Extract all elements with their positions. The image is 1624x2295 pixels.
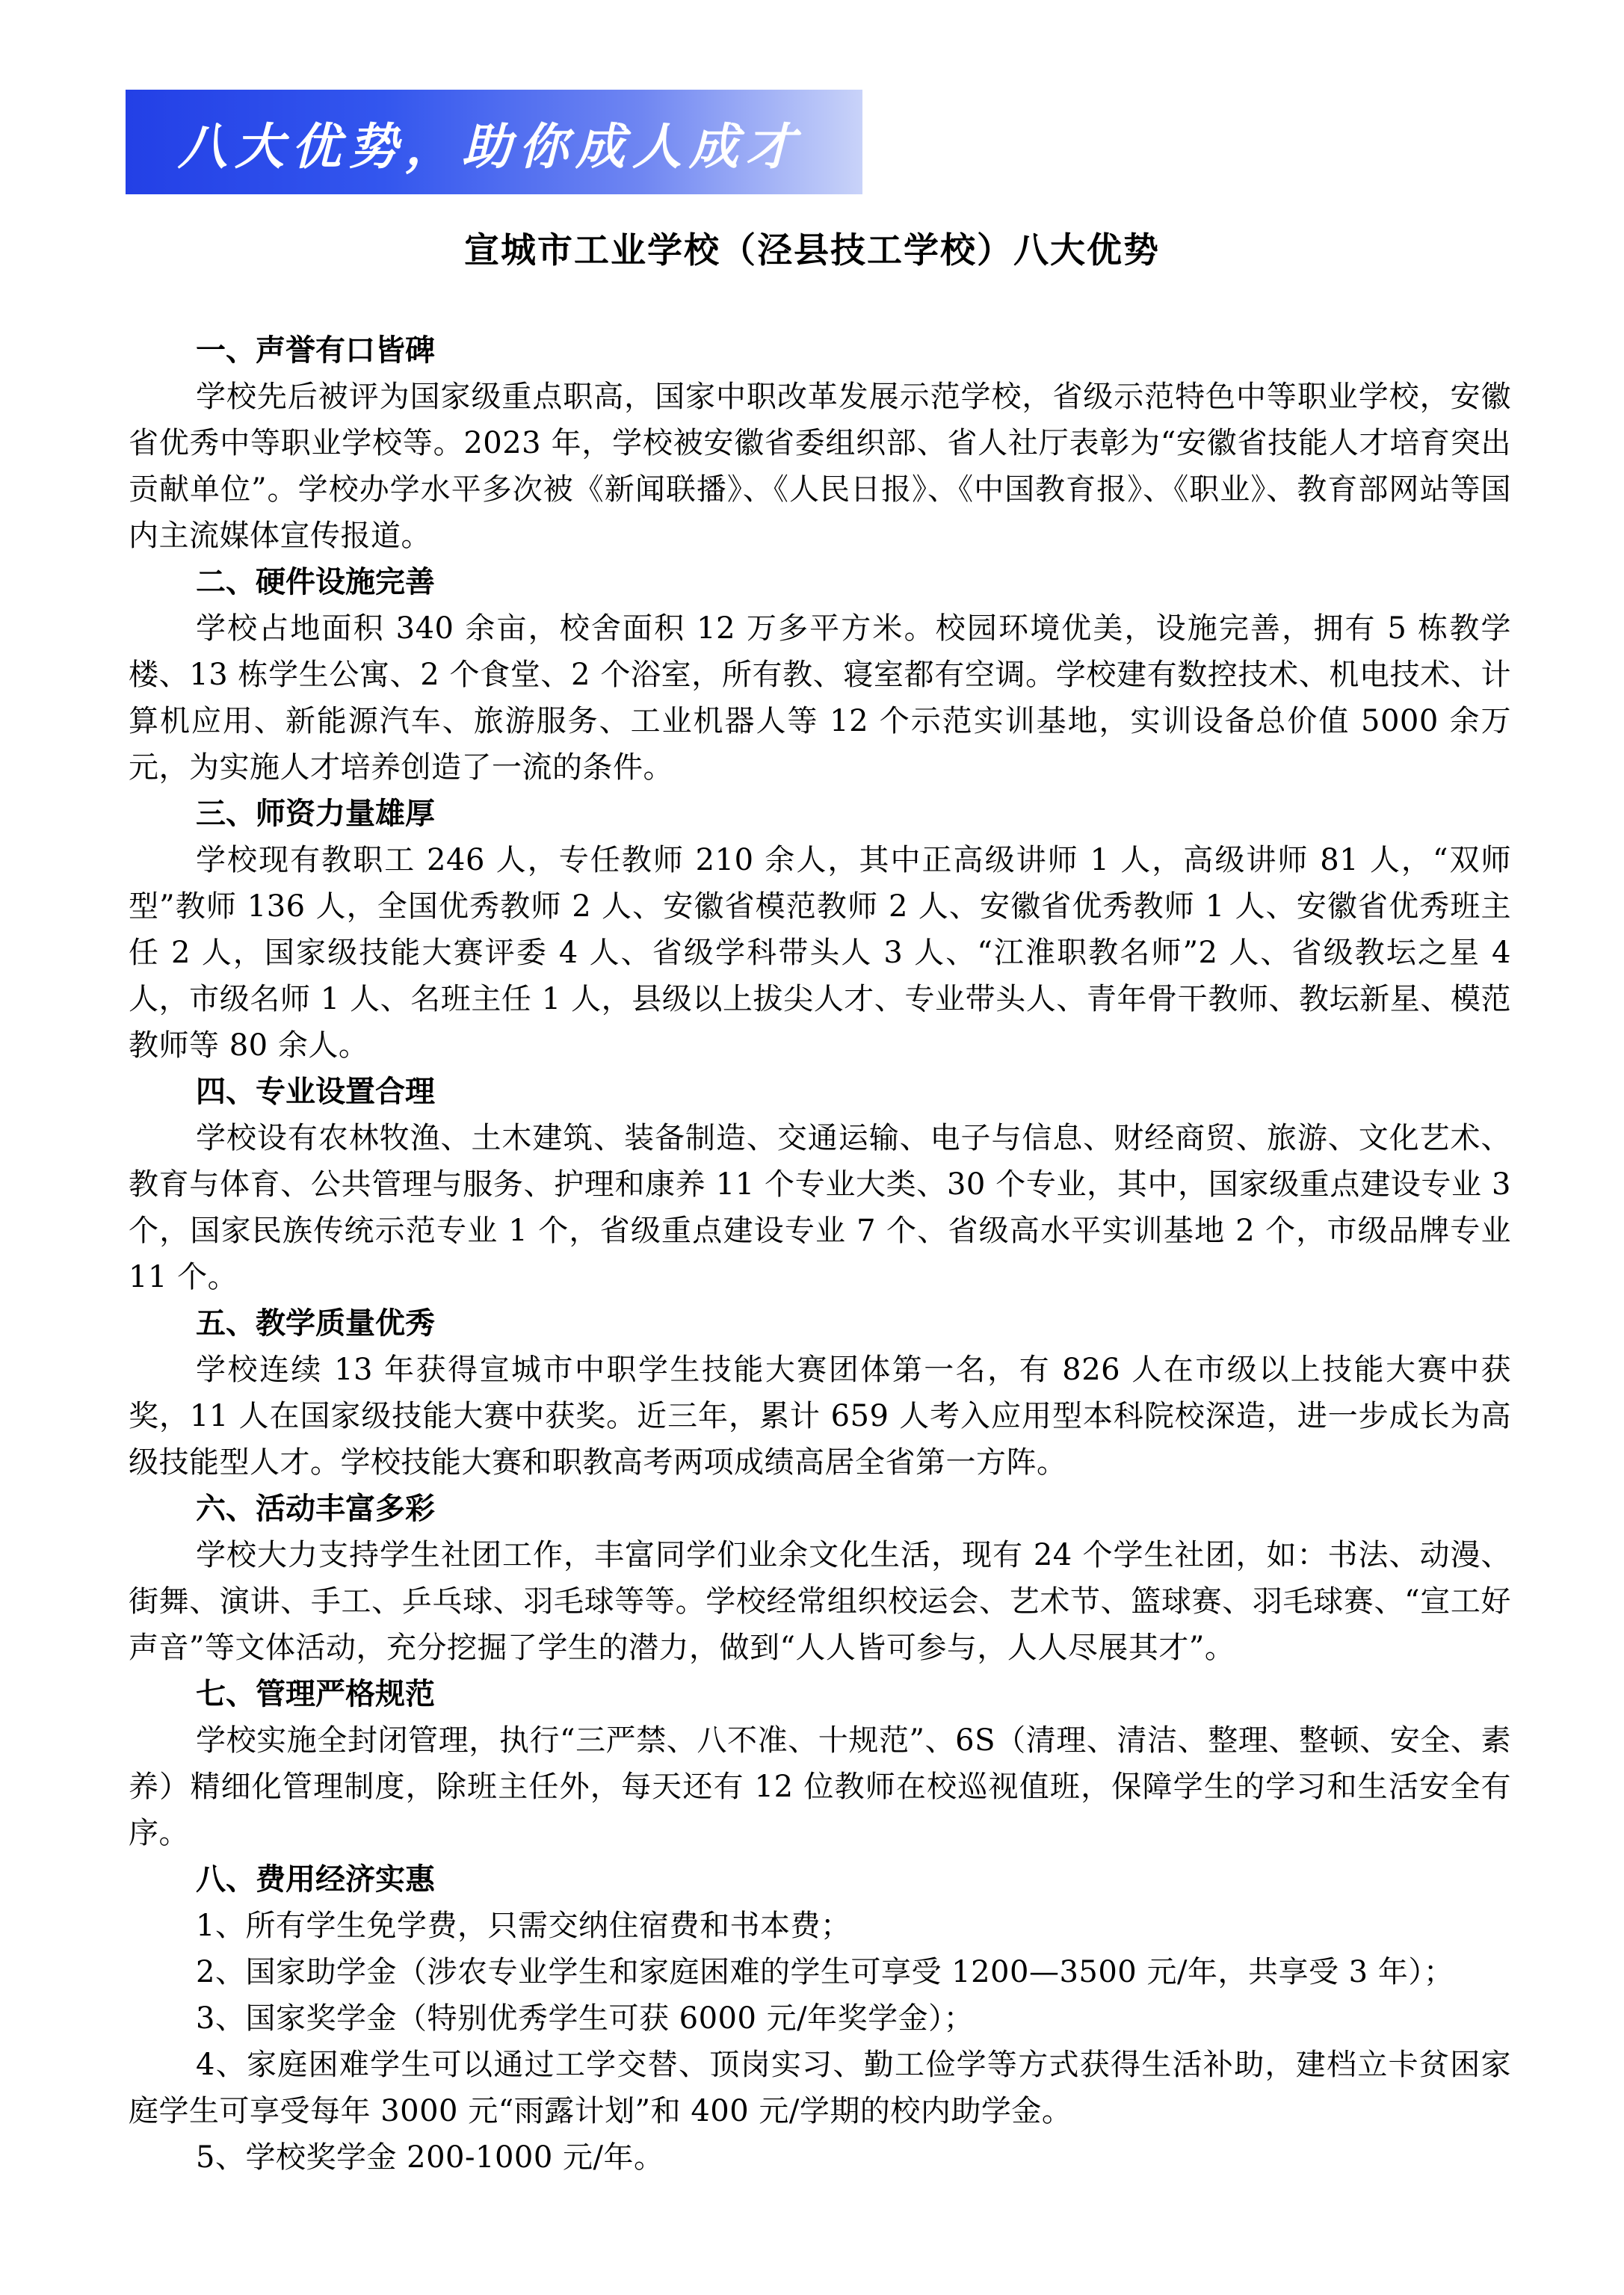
section-heading: 七、管理严格规范 bbox=[196, 1677, 435, 1711]
section-facilities bbox=[129, 559, 1511, 791]
section-heading: 三、师资力量雄厚 bbox=[196, 797, 435, 831]
fee-item: 1、所有学生免学费，只需交纳住宿费和书本费； bbox=[196, 1909, 851, 1943]
fee-item: 5、学校奖学金 200-1000 元/年。 bbox=[196, 2140, 664, 2175]
section-paragraph: 学校实施全封闭管理，执行“三严禁、八不准、十规范”、6S（清理、清洁、整理、整顿、安全、素养）精细化管理制度，除班主任外，每天还有 12 位教师在校巡视值班，保障学生的学习和生活安全有序。 bbox=[129, 1723, 1511, 1850]
section-paragraph: 学校大力支持学生社团工作，丰富同学们业余文化生活，现有 24 个学生社团，如：书法、动漫、街舞、演讲、手工、乒乓球、羽毛球等等。学校经常组织校运会、艺术节、篮球赛、羽毛球赛、“宣工好声音”等文体活动，充分挖掘了学生的潜力，做到“人人皆可参与，人人尽展其才”。 bbox=[129, 1538, 1511, 1665]
section-paragraph: 学校连续 13 年获得宣城市中职学生技能大赛团体第一名，有 826 人在市级以上技能大赛中获奖，11 人在国家级技能大赛中获奖。近三年，累计 659 人考入应用型本科院校深造，进一步成长为高级技能型人才。学校技能大赛和职教高考两项成绩高居全省第一方阵。 bbox=[129, 1353, 1511, 1480]
section-activities bbox=[129, 1486, 1511, 1671]
document-title: 宣城市工业学校（泾县技工学校）八大优势 bbox=[464, 230, 1160, 271]
section-majors bbox=[129, 1069, 1511, 1300]
banner-text: 八大优势，助你成人成才 bbox=[178, 117, 803, 176]
section-heading: 八、费用经济实惠 bbox=[196, 1862, 435, 1897]
document-body bbox=[129, 327, 1511, 2181]
fee-item: 3、国家奖学金（特别优秀学生可获 6000 元/年奖学金）； bbox=[196, 2001, 975, 2036]
fee-item: 2、国家助学金（涉农专业学生和家庭困难的学生可享受 1200—3500 元/年，共享受 3 年）； bbox=[196, 1955, 1454, 1989]
header-banner bbox=[126, 90, 862, 194]
section-heading: 五、教学质量优秀 bbox=[196, 1306, 435, 1341]
section-paragraph: 学校现有教职工 246 人，专任教师 210 余人，其中正高级讲师 1 人，高级讲师 81 人，“双师型”教师 136 人，全国优秀教师 2 人、安徽省模范教师 2 人、安徽省优秀教师 1 人、安徽省优秀班主任 2 人，国家级技能大赛评委 4 人、省级学科带头人 3 人、“江淮职教名师”2 人、省级教坛之星 4 人，市级名师 1 人、名班主任 1 人，县级以上拔尖人才、专业带头人、青年骨干教师、教坛新星、模范教师等 80 余人。 bbox=[129, 843, 1511, 1063]
section-teaching-quality bbox=[129, 1300, 1511, 1486]
section-paragraph: 学校先后被评为国家级重点职高，国家中职改革发展示范学校，省级示范特色中等职业学校，安徽省优秀中等职业学校等。2023 年，学校被安徽省委组织部、省人社厅表彰为“安徽省技能人才培育突出贡献单位”。学校办学水平多次被《新闻联播》、《人民日报》、《中国教育报》、《职业》、教育部网站等国内主流媒体宣传报道。 bbox=[129, 380, 1511, 553]
section-management bbox=[129, 1671, 1511, 1856]
section-paragraph: 学校占地面积 340 余亩，校舍面积 12 万多平方米。校园环境优美，设施完善，拥有 5 栋教学楼、13 栋学生公寓、2 个食堂、2 个浴室，所有教、寝室都有空调。学校建有数控技术、机电技术、计算机应用、新能源汽车、旅游服务、工业机器人等 12 个示范实训基地，实训设备总价值 5000 余万元，为实施人才培养创造了一流的条件。 bbox=[129, 611, 1511, 785]
section-heading: 四、专业设置合理 bbox=[196, 1075, 435, 1109]
section-faculty bbox=[129, 791, 1511, 1069]
fee-item: 4、家庭困难学生可以通过工学交替、顶岗实习、勤工俭学等方式获得生活补助，建档立卡贫困家庭学生可享受每年 3000 元“雨露计划”和 400 元/学期的校内助学金。 bbox=[129, 2048, 1511, 2128]
section-heading: 一、声誉有口皆碑 bbox=[196, 333, 435, 368]
section-fees bbox=[129, 1856, 1511, 2181]
section-heading: 二、硬件设施完善 bbox=[196, 565, 435, 599]
section-paragraph: 学校设有农林牧渔、土木建筑、装备制造、交通运输、电子与信息、财经商贸、旅游、文化艺术、教育与体育、公共管理与服务、护理和康养 11 个专业大类、30 个专业，其中，国家级重点建设专业 3 个，国家民族传统示范专业 1 个，省级重点建设专业 7 个、省级高水平实训基地 2 个，市级品牌专业 11 个。 bbox=[129, 1121, 1511, 1294]
section-reputation bbox=[129, 327, 1511, 559]
section-heading: 六、活动丰富多彩 bbox=[196, 1492, 435, 1526]
